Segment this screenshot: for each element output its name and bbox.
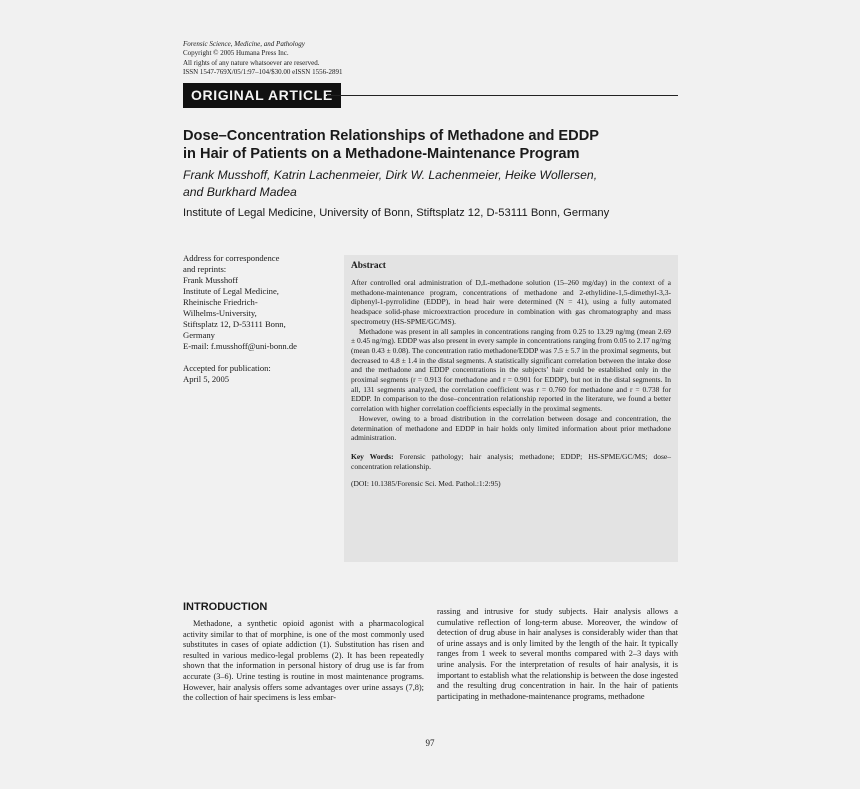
page-number: 97 <box>425 738 435 748</box>
copyright-line: Copyright © 2005 Humana Press Inc. <box>183 49 289 58</box>
doi: (DOI: 10.1385/Forensic Sci. Med. Pathol.:1:2:95) <box>351 479 501 489</box>
title-line-2: in Hair of Patients on a Methadone-Maintenance Program <box>183 146 580 162</box>
keywords-text: Forensic pathology; hair analysis; methadone; EDDP; HS-SPME/GC/MS; dose–concentration relationship. <box>351 451 671 471</box>
article-type-badge: ORIGINAL ARTICLE <box>183 83 341 108</box>
accepted-date: April 5, 2005 <box>183 374 230 384</box>
abstract-paragraph-1: After controlled oral administration of D,L-methadone solution (15–260 mg/day) in the context of a methadone-maintenance program, concentrations of methadone and 2-ethylidine-1,5-dimethyl-3,3-diphenyl-1-pyrrolidine (EDDP), in head hair were determined (N = 41), using a fully automated headspace solid-phase microextraction procedure in combination with gas chromatography and mass spectrometry (HS-SPME/GC/MS). <box>351 278 671 326</box>
keywords <box>351 452 671 471</box>
intro-column-right <box>437 607 678 702</box>
issn-line: ISSN 1547-769X/05/1:97–104/$30.00 eISSN 1556-2891 <box>183 68 343 77</box>
introduction-heading: INTRODUCTION <box>183 601 268 613</box>
abstract-paragraph-2: Methadone was present in all samples in concentrations ranging from 0.25 to 13.29 ng/mg (mean 2.69 ± 0.45 ng/mg). EDDP was also present in every sample in concentrations ranging from 0.05 to 2.17 ng/mg (mean 0.43 ± 0.08). The concentration ratio methadone/EDDP was 7.5 ± 5.7 in the proximal segments, but decreased to 4.8 ± 1.4 in the distal segments. A statistically significant correlation between the intake dose and the methadone and EDDP concentrations in the subjects’ hair could be established only in the proximal segments (r = 0.913 for methadone and r = 0.901 for EDDP), but not in the distal segments. In all, 131 segments analyzed, the correlation coefficient was r = 0.760 for methadone and r = 0.738 for EDDP. In comparison to the dose–concentration relationship reported in the literature, we found a better correlation with higher correlation coefficients especially in the proximal segments. <box>351 326 671 414</box>
journal-name: Forensic Science, Medicine, and Pathology <box>183 40 305 48</box>
journal-header <box>183 40 342 78</box>
abstract-box <box>344 255 678 562</box>
intro-paragraph-left: Methadone, a synthetic opioid agonist with a pharmacological activity similar to that of morphine, is one of the most commonly used substitutes in cases of opiate addiction (1). Substitution has risen and resulted in various medico-legal problems (2). It has been repeatedly shown that the information in personal history of drug use is far from accurate (3–6). Urine testing is routine in most maintenance programs. However, hair analysis offers some advantages over urine assays (7,8); the collection of hair specimens is less embar- <box>183 619 424 703</box>
rights-line: All rights of any nature whatsoever are reserved. <box>183 58 320 67</box>
article-title <box>183 127 663 163</box>
email-line: E-mail: f.musshoff@uni-bonn.de <box>183 341 297 351</box>
affiliation: Institute of Legal Medicine, University of Bonn, Stiftsplatz 12, D-53111 Bonn, Germany <box>183 207 610 219</box>
correspondence-label-2: and reprints: <box>183 264 227 274</box>
authors-line-1: Frank Musshoff, Katrin Lachenmeier, Dirk W. Lachenmeier, Heike Wollersen, <box>183 168 598 182</box>
article-type-row <box>183 83 678 108</box>
abstract-paragraph-3: However, owing to a broad distribution in the correlation between dosage and concentration, the determination of methadone and EDDP in hair holds only limited information about prior methadone administration. <box>351 413 671 443</box>
address-line: Institute of Legal Medicine, <box>183 286 279 296</box>
keywords-label: Key Words: <box>351 451 394 461</box>
authors-line-2: and Burkhard Madea <box>183 185 297 199</box>
accepted-label: Accepted for publication: <box>183 363 271 373</box>
title-line-1: Dose–Concentration Relationships of Methadone and EDDP <box>183 128 599 144</box>
address-line: Wilhelms-University, <box>183 308 257 318</box>
address-line: Stiftsplatz 12, D-53111 Bonn, <box>183 319 286 329</box>
intro-column-left <box>183 619 424 704</box>
abstract-heading: Abstract <box>351 261 386 271</box>
correspondence-block <box>183 253 333 385</box>
address-line: Frank Musshoff <box>183 275 238 285</box>
address-line: Rheinische Friedrich- <box>183 297 258 307</box>
header-rule <box>327 95 678 96</box>
author-list <box>183 167 663 201</box>
correspondence-label-1: Address for correspondence <box>183 253 280 263</box>
intro-paragraph-right: rassing and intrusive for study subjects. Hair analysis allows a cumulative reflection of long-term abuse. Moreover, the window of detection of drug abuse in hair analyses is considerably wider than that of urine assays and is only limited by the length of the hair. It typically ranges from 1 week to several months compared with 2–3 days with urine analysis. For the interpretation of results of hair analysis, it is important to establish what the relationship is between the dose ingested and the resulting drug concentration in hair. In the hair of patients participating in methadone-maintenance programs, methadone <box>437 607 678 701</box>
address-line: Germany <box>183 330 215 340</box>
